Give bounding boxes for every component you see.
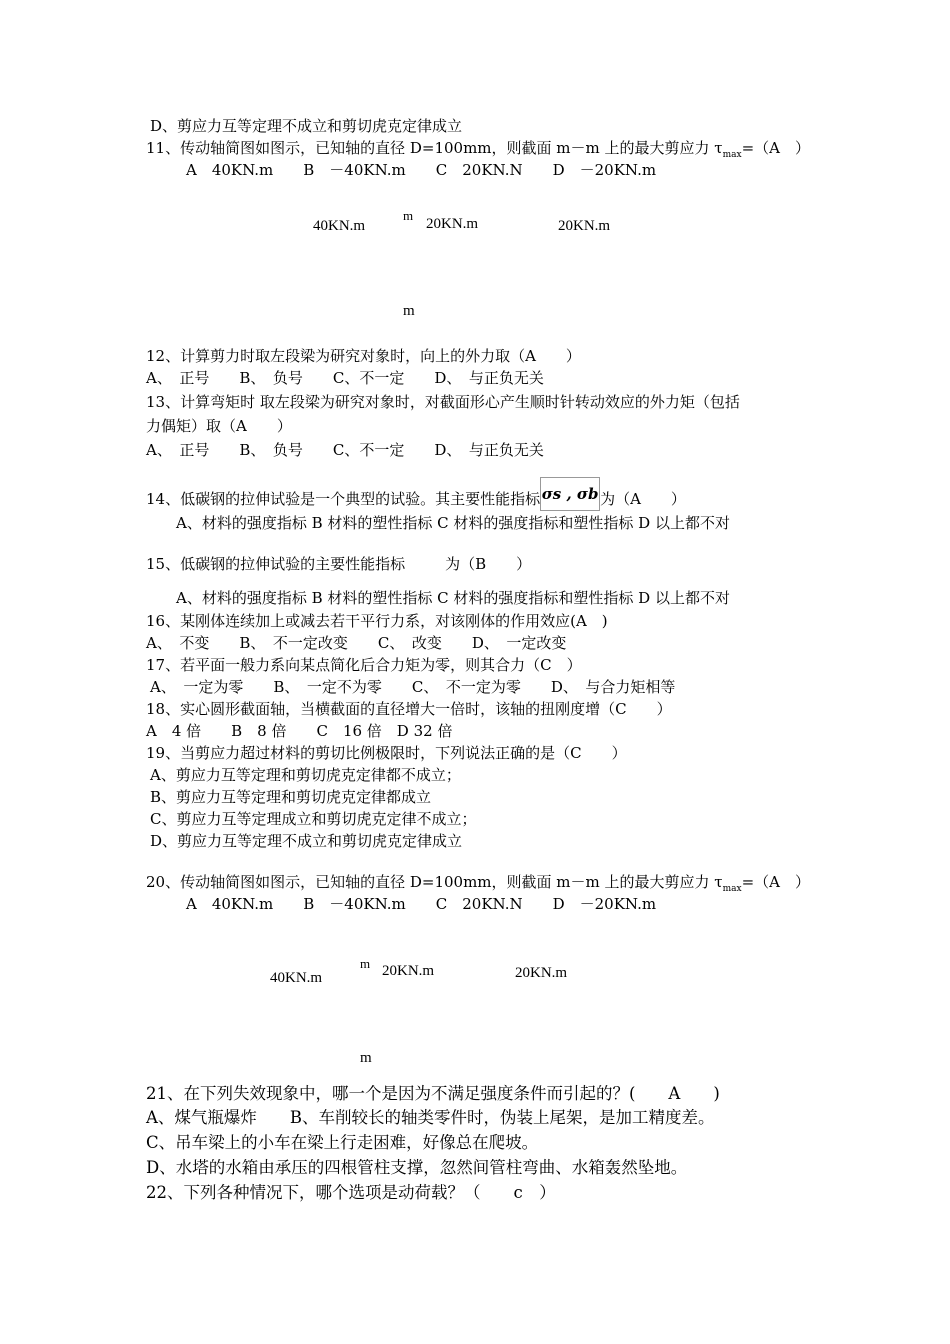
fig2-torque-left: 40KN.m	[270, 970, 323, 986]
q19-stem: 19、当剪应力超过材料的剪切比例极限时，下列说法正确的是（C ）	[146, 744, 627, 762]
q10-option-d: D、剪应力互等定理不成立和剪切虎克定律成立	[150, 117, 463, 135]
q14-stem	[146, 483, 686, 517]
q21-stem: 21、在下列失效现象中，哪一个是因为不满足强度条件而引起的？( A )	[146, 1084, 720, 1103]
fig2-torque-middle: 20KN.m	[382, 963, 435, 979]
fig1-section-mark-top: m	[403, 208, 414, 223]
q15-options: A、材料的强度指标 B 材料的塑性指标 C 材料的强度指标和塑性指标 D 以上都不对	[176, 589, 730, 607]
q13-stem-line2: 力偶矩）取（A ）	[146, 417, 292, 435]
q11-stem-text: 11、传动轴简图如图示，已知轴的直径 D=100mm，则截面 m－m 上的最大剪应力 τ	[146, 139, 723, 157]
q20-stem	[146, 873, 810, 894]
q17-options: A、 一定为零 B、 一定不为零 C、 不一定为零 D、 与合力矩相等	[150, 678, 676, 696]
q11-options: A 40KN.m B －40KN.m C 20KN.N D －20KN.m	[186, 161, 657, 179]
q18-options: A 4 倍 B 8 倍 C 16 倍 D 32 倍	[146, 722, 453, 740]
q12-stem: 12、计算剪力时取左段梁为研究对象时，向上的外力取（A ）	[146, 347, 581, 365]
q20-options: A 40KN.m B －40KN.m C 20KN.N D －20KN.m	[186, 895, 657, 913]
fig1-torque-right: 20KN.m	[558, 218, 611, 234]
q14-options: A、材料的强度指标 B 材料的塑性指标 C 材料的强度指标和塑性指标 D 以上都不对	[176, 514, 730, 532]
q19-option-d: D、剪应力互等定理不成立和剪切虎克定律成立	[150, 832, 463, 850]
q19-option-c: C、剪应力互等定理成立和剪切虎克定律不成立；	[150, 810, 477, 828]
q12-options: A、 正号 B、 负号 C、不一定 D、 与正负无关	[146, 369, 544, 387]
q13-options: A、 正号 B、 负号 C、不一定 D、 与正负无关	[146, 441, 544, 459]
q16-options: A、 不变 B、 不一定改变 C、 改变 D、 一定改变	[146, 634, 567, 652]
sigma-formula-image: σs , σb	[540, 477, 600, 511]
q19-option-a: A、剪应力互等定理和剪切虎克定律都不成立；	[150, 766, 461, 784]
q15-stem	[146, 555, 531, 573]
q21-option-c: C、吊车梁上的小车在梁上行走困难，好像总在爬坡。	[146, 1133, 539, 1152]
q11-answer: =（A ）	[741, 139, 810, 157]
fig2-section-mark-bottom: m	[360, 1050, 372, 1066]
q21-option-a-b: A、煤气瓶爆炸 B、车削较长的轴类零件时，伪装上尾架，是加工精度差。	[146, 1108, 715, 1127]
q11-subscript: max	[722, 150, 742, 160]
q20-stem-text: 20、传动轴简图如图示，已知轴的直径 D=100mm，则截面 m－m 上的最大剪应力 τ	[146, 873, 723, 891]
fig2-torque-right: 20KN.m	[515, 965, 568, 981]
q13-stem-line1: 13、计算弯矩时 取左段梁为研究对象时，对截面形心产生顺时针转动效应的外力矩（包括	[146, 393, 740, 411]
fig1-torque-left: 40KN.m	[313, 218, 366, 234]
q20-answer: =（A ）	[741, 873, 810, 891]
fig1-section-mark-bottom: m	[403, 303, 415, 319]
q14-stem-text: 14、低碳钢的拉伸试验是一个典型的试验。其主要性能指标	[146, 490, 541, 508]
q17-stem: 17、若平面一般力系向某点简化后合力矩为零，则其合力（C ）	[146, 656, 582, 674]
fig1-torque-middle: 20KN.m	[426, 216, 479, 232]
q16-stem: 16、某刚体连续加上或减去若干平行力系，对该刚体的作用效应(A )	[146, 612, 608, 630]
q21-option-d: D、水塔的水箱由承压的四根管柱支撑，忽然间管柱弯曲、水箱轰然坠地。	[146, 1158, 688, 1177]
q22-stem: 22、下列各种情况下，哪个选项是动荷载？（ c ）	[146, 1183, 556, 1202]
q19-option-b: B、剪应力互等定理和剪切虎克定律都成立	[150, 788, 432, 806]
q20-subscript: max	[722, 884, 742, 894]
q15-stem-text: 15、低碳钢的拉伸试验的主要性能指标	[146, 555, 406, 573]
q11-stem	[146, 139, 810, 160]
q18-stem: 18、实心圆形截面轴，当横截面的直径增大一倍时，该轴的扭刚度增（C ）	[146, 700, 672, 718]
q15-answer: 为（B ）	[445, 555, 532, 573]
fig2-section-mark-top: m	[360, 956, 371, 971]
q14-answer: 为（A ）	[600, 490, 686, 508]
